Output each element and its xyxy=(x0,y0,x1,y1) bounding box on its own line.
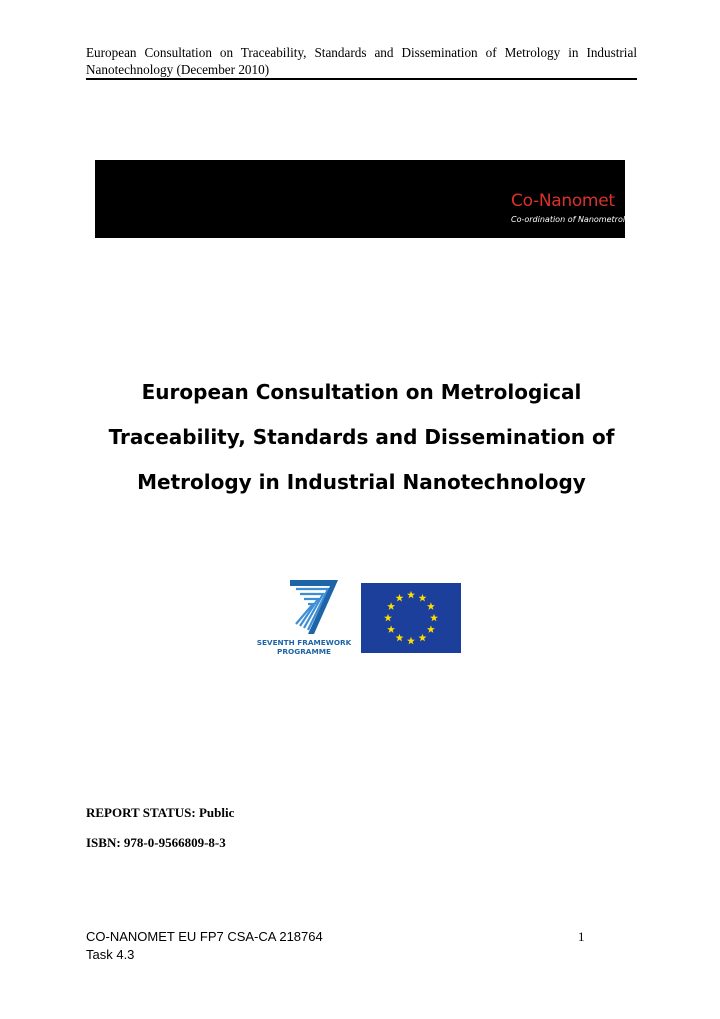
isbn: ISBN: 978-0-9566809-8-3 xyxy=(86,835,226,850)
co-nanomet-banner xyxy=(95,160,681,238)
report-status: REPORT STATUS: Public xyxy=(86,805,235,820)
fp7-text-line-2: PROGRAMME xyxy=(277,647,331,656)
title-line-2: Traceability, Standards and Dissemination of xyxy=(108,425,615,449)
footer-project: CO-NANOMET EU FP7 CSA-CA 218764 xyxy=(86,929,323,944)
fp7-logo xyxy=(250,578,358,658)
eu-flag-icon xyxy=(361,583,461,653)
header-rule xyxy=(86,78,637,80)
funding-logos xyxy=(250,578,465,658)
footer-task: Task 4.3 xyxy=(86,947,135,962)
running-header: European Consultation on Traceability, Standards and Dissemination of Metrology in Industrial Nanotechnology (December 2010) xyxy=(86,45,637,77)
fp7-text-line-1: SEVENTH FRAMEWORK xyxy=(256,638,352,647)
banner-subtitle: Co-ordination of Nanometrology in Europe xyxy=(511,215,681,224)
page-number: 1 xyxy=(578,929,585,944)
fp7-seven-icon xyxy=(250,578,358,636)
title-line-1: European Consultation on Metrological xyxy=(141,380,582,404)
title-line-3: Metrology in Industrial Nanotechnology xyxy=(137,470,586,494)
banner-title: Co-Nanomet xyxy=(511,191,615,211)
